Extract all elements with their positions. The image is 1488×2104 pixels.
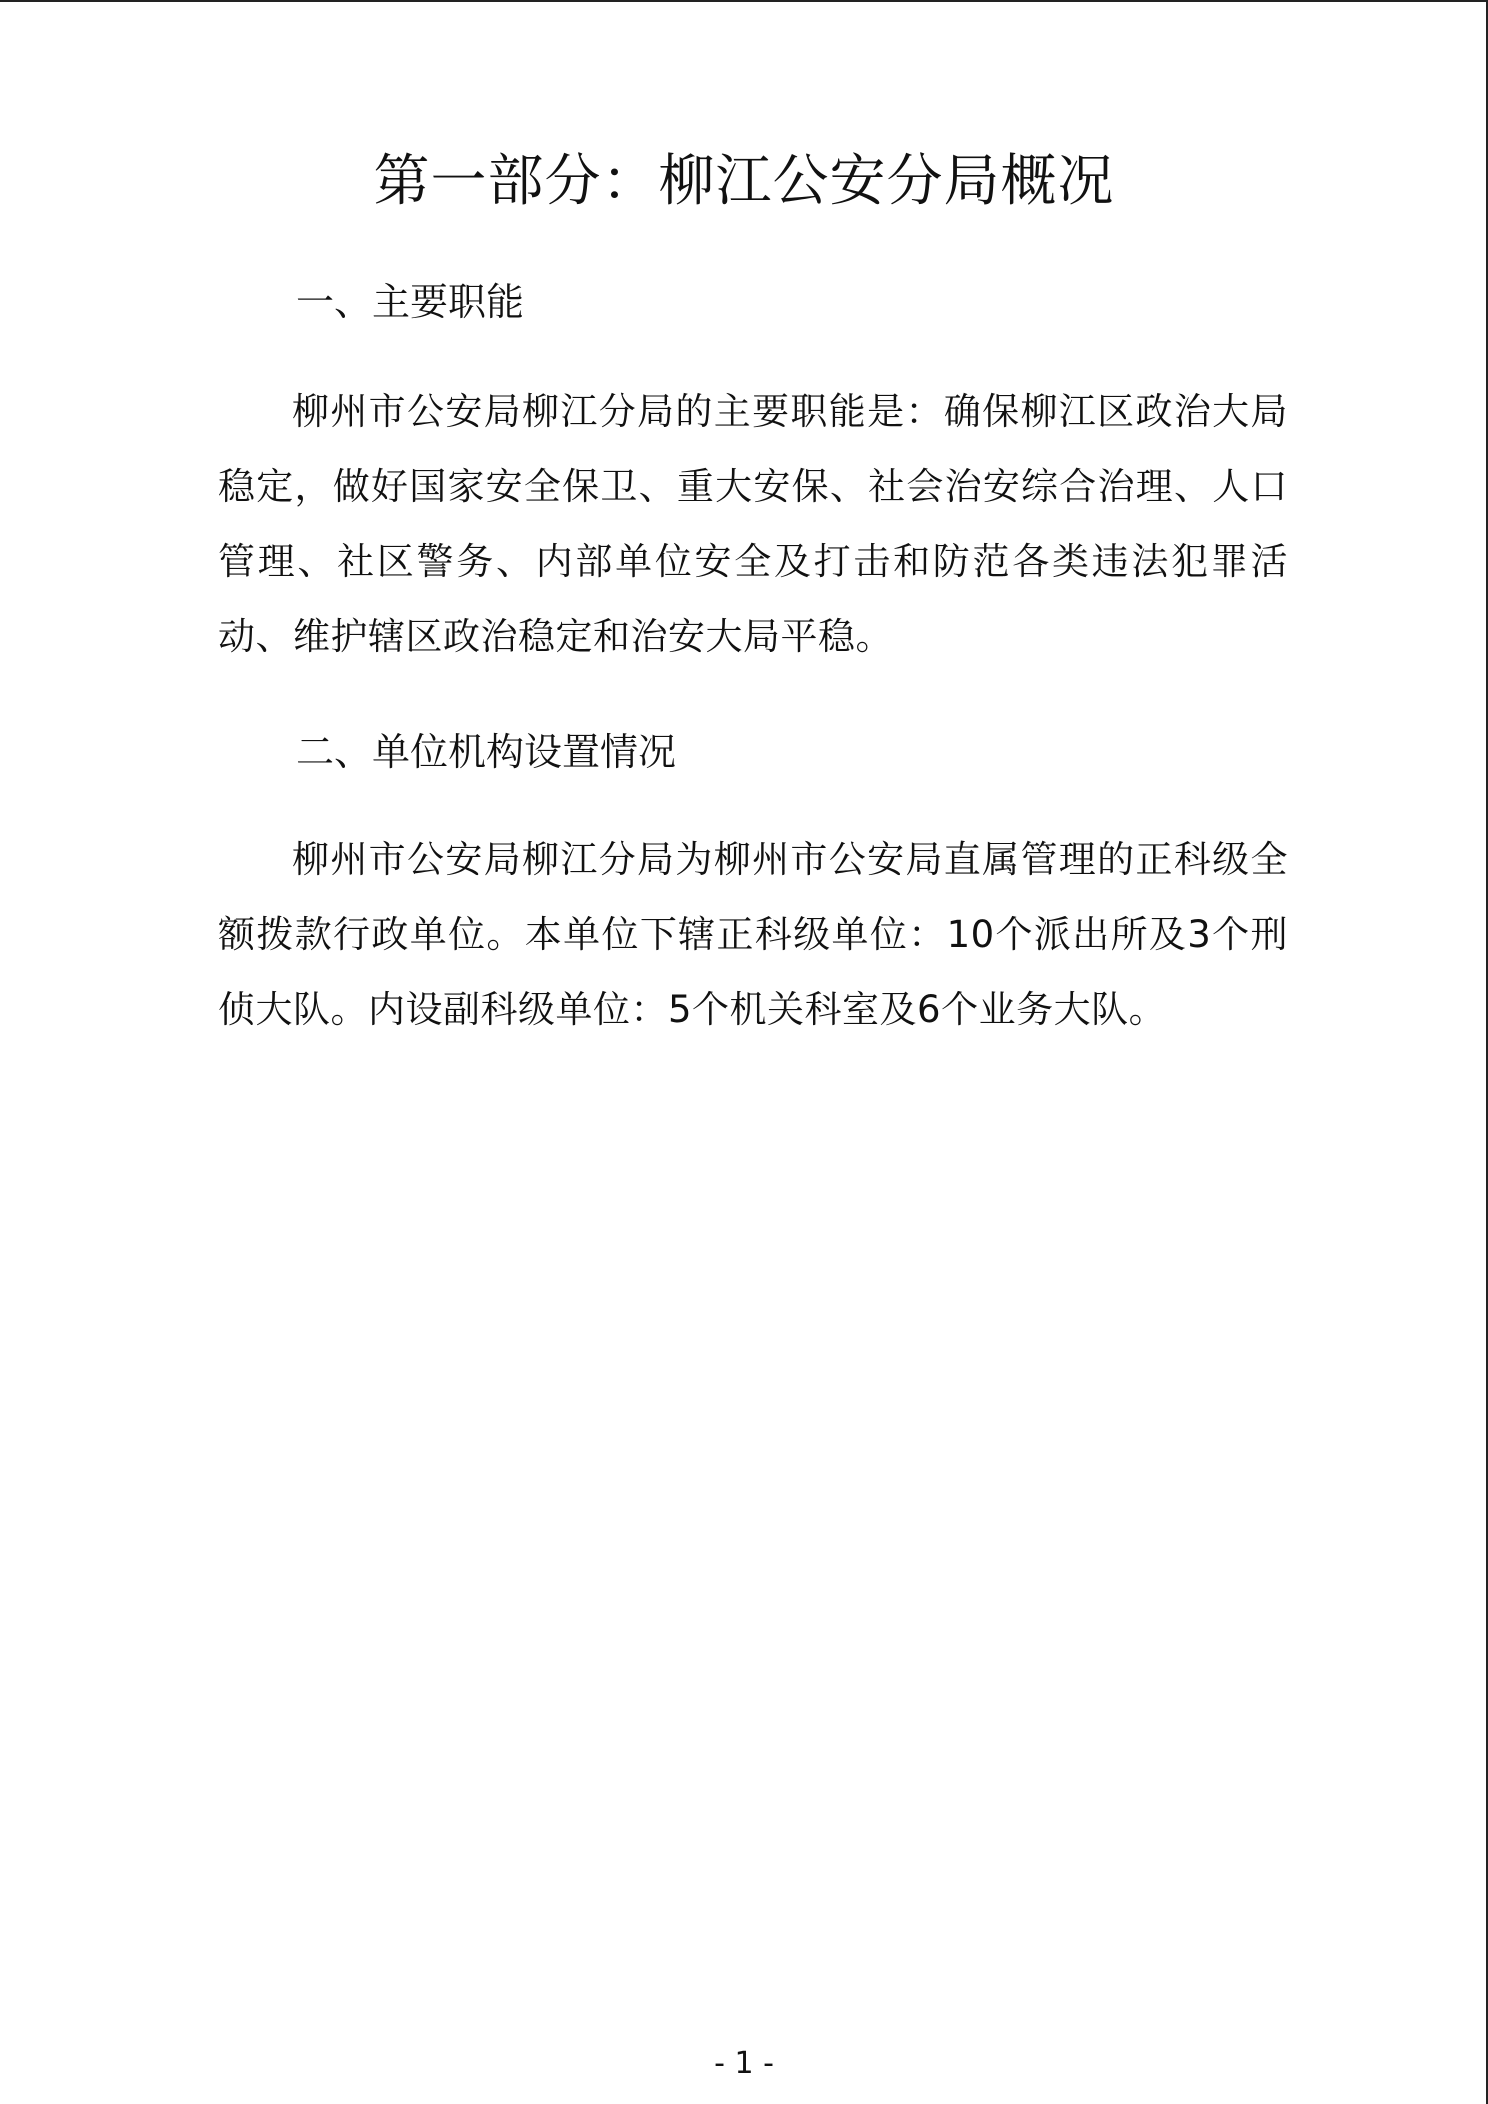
section-paragraph-main-functions: 柳州市公安局柳江分局的主要职能是：确保柳江区政治大局稳定，做好国家安全保卫、重大安保、社会治安综合治理、人口管理、社区警务、内部单位安全及打击和防范各类违法犯罪活动、维护辖区政治稳定和治安大局平稳。 (218, 390, 1288, 658)
section-heading-main-functions: 一、主要职能 (296, 280, 525, 324)
section-heading-organization: 二、单位机构设置情况 (296, 730, 677, 774)
page-number: - 1 - (714, 2046, 774, 2081)
section-paragraph-organization: 柳州市公安局柳江分局为柳州市公安局直属管理的正科级全额拨款行政单位。本单位下辖正科级单位：10个派出所及3个刑侦大队。内设副科级单位：5个机关科室及6个业务大队。 (218, 838, 1288, 1031)
page-title: 第一部分：柳江公安分局概况 (373, 149, 1115, 214)
